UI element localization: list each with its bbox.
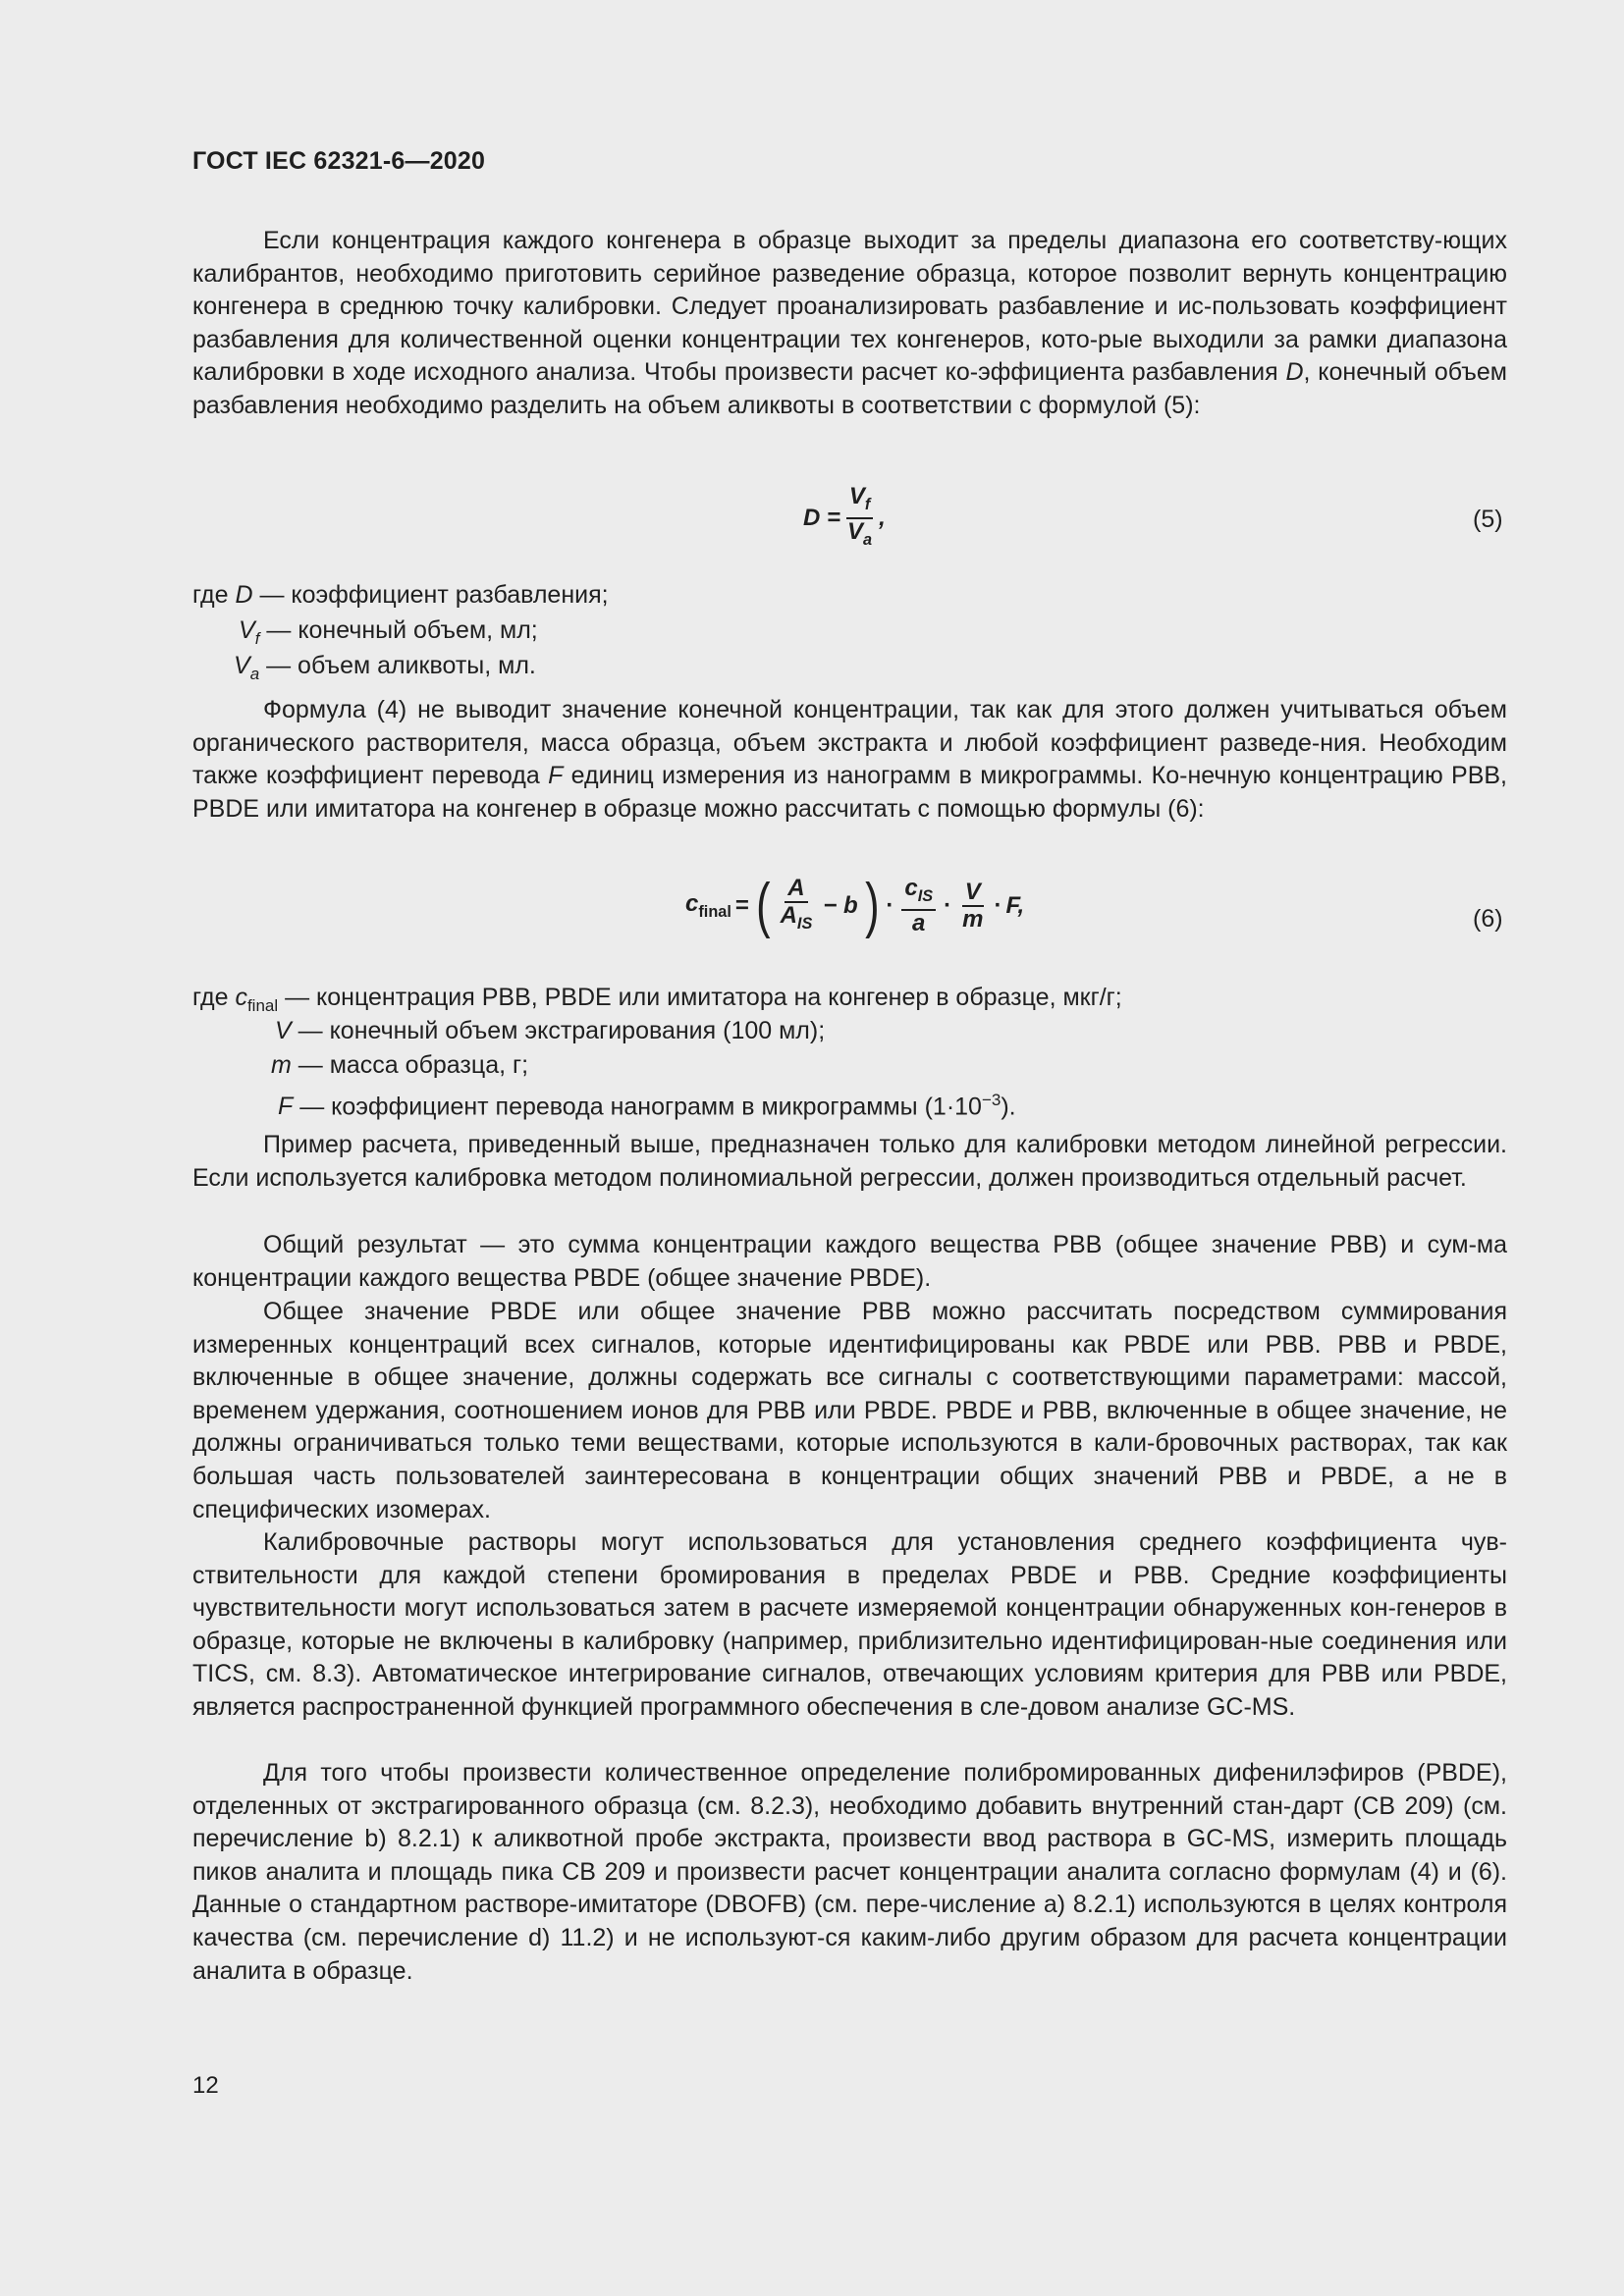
formula-lhs: [685, 890, 731, 922]
formula-fraction-1: [778, 877, 816, 935]
frac-denominator: m: [962, 906, 984, 933]
definition-text-end: ).: [1001, 1093, 1016, 1121]
definition-text: — коэффициент разбавления;: [252, 581, 609, 609]
symbol-sub: final: [246, 996, 279, 1015]
definition-text: — коэффициент перевода нанограмм в микрограммы (1·10: [293, 1093, 982, 1121]
definition-row: [234, 650, 1510, 690]
formula-lhs: D =: [803, 504, 841, 531]
formula-tail: ,: [879, 504, 886, 531]
paragraph-calibration-solutions: Калибровочные растворы могут использоваться для установления среднего коэффициента чув-ствительности для каждой степени бромирования в пределах PBDE и PBB. Средние коэффициенты чувствительности могут использоваться затем в расчете измеряемой концентрации обнаруженных кон-генеров в образце, которые не включены в калибровку (например, приблизительно идентифицирован-ные соединения или TICS, см. 8.3). Автоматическое интегрирование сигналов, отвечающих условиям критерия для PBB или PBDE, является распространенной функцией программного обеспечения в сле-довом анализе GC-MS.: [192, 1528, 1507, 1721]
symbol: D: [235, 581, 253, 609]
definition-row: [192, 579, 1469, 612]
symbol-sub: f: [254, 629, 260, 648]
definition-symbol: V: [275, 1017, 292, 1044]
paragraph-text: , конечный объем разбавления необходимо разделить на объем аликвоты в соответствии с формулой (5):: [192, 358, 1507, 419]
formula-fraction: [844, 485, 875, 552]
lhs-symbol: c: [685, 890, 699, 918]
paragraph-text: Формула (4) не выводит значение конечной концентрации, так как для этого должен учитываться объем органического растворителя, масса образца, объем экстракта и любой коэффициент разведе-ния. Необходим также коэффициент перевода: [192, 696, 1507, 790]
exponent: −3: [981, 1091, 1001, 1109]
formula-6: [685, 872, 1025, 939]
definition-row: [239, 614, 1515, 655]
dot-operator: ·: [944, 892, 952, 919]
page-number: 12: [192, 2072, 219, 2099]
definition-row: [275, 1015, 1551, 1047]
symbol: V: [239, 616, 255, 644]
definition-symbol: [239, 614, 259, 655]
frac-numerator: A: [785, 877, 807, 903]
formula-tail: F,: [1005, 892, 1025, 919]
frac-numerator: V: [848, 483, 865, 509]
left-paren: (: [756, 872, 771, 939]
paragraph-example: Пример расчета, приведенный выше, предназначен только для калибровки методом линейной регрессии. Если используется калибровка методом полиномиальной регрессии, должен производиться отдельный расчет.: [192, 1131, 1507, 1192]
paragraph-text: единиц измерения из нанограмм в микрограммы. Ко-нечную концентрацию PBB, PBDE или имитатора на конгенер в образце можно рассчитать с помощью формулы (6):: [192, 762, 1507, 823]
frac-denominator: a: [912, 909, 926, 936]
definition-text: — концентрация PBB, PBDE или имитатора на конгенер в образце, мкг/г;: [278, 984, 1122, 1011]
definition-symbol: [235, 579, 252, 612]
paragraph-total-value: Общее значение PBDE или общее значение PBB можно рассчитать посредством суммирования измеренных концентраций всех сигналов, которые идентифицированы как PBDE или PBB. PBB и PBDE, включенные в общее значение, должны содержать все сигналы с соответствующими параметрами: массой, временем удержания, соотношением ионов для PBB или PBDE. PBDE и PBB, включенные в общее значение, не должны ограничиваться только теми веществами, которые используются в кали-бровочных растворах, так как большая часть пользователей заинтересована в концентрации общих значений PBB и PBDE, а не в специфических изомерах.: [192, 1298, 1507, 1523]
document-header: ГОСТ IEC 62321-6—2020: [192, 147, 486, 175]
frac-denominator-sub: a: [863, 530, 873, 549]
frac-numerator-sub: IS: [917, 886, 934, 905]
definition-row: [271, 1049, 1547, 1082]
frac-denominator: A: [780, 902, 797, 930]
equals-sign: =: [734, 892, 749, 919]
definition-text: — конечный объем экстрагирования (100 мл);: [291, 1017, 826, 1044]
definition-row: [278, 1084, 1554, 1123]
frac-numerator: V: [962, 881, 984, 907]
definition-symbol: F: [278, 1093, 294, 1121]
dot-operator: ·: [886, 892, 894, 919]
frac-numerator-sub: f: [864, 495, 871, 513]
paragraph-dilution: [192, 225, 1507, 423]
symbol-sub: a: [249, 665, 260, 683]
definition-text: — масса образца, г;: [291, 1051, 529, 1079]
lhs-sub: final: [698, 902, 731, 921]
frac-numerator: c: [904, 875, 918, 902]
symbol: c: [235, 984, 247, 1011]
definition-lead: где: [192, 984, 236, 1011]
frac-denominator: V: [847, 517, 864, 545]
symbol: V: [234, 652, 250, 679]
formula-fraction-2: [901, 877, 936, 935]
minus-b: − b: [823, 892, 858, 919]
equation-number: (5): [1473, 506, 1503, 533]
formula-fraction-3: [959, 881, 986, 932]
definition-symbol: [234, 650, 259, 690]
symbol-D: D: [1285, 358, 1304, 387]
frac-denominator-sub: IS: [796, 914, 813, 933]
formula-5: [803, 485, 886, 552]
dot-operator: ·: [994, 892, 1002, 919]
right-paren: ): [864, 872, 880, 939]
paragraph-quantification: Для того чтобы произвести количественное определение полибромированных дифенилэфиров (PBDE), отделенных от экстрагированного образца (см. 8.2.3), необходимо добавить внутренний стан-дарт (CB 209) (см. перечисление b) 8.2.1) к аликвотной пробе экстракта, произвести ввод раствора в GC-MS, измерить площадь пиков аналита и площадь пика CB 209 и произвести расчет концентрации аналита согласно формулам (4) и (6). Данные о стандартном растворе-имитаторе (DBOFB) (см. пере-числение a) 8.2.1) используются в целях контроля качества (см. перечисление d) 11.2) и не используют-ся каким-либо другим образом для расчета концентрации аналита в образце.: [192, 1759, 1507, 1985]
definition-symbol: m: [271, 1051, 292, 1079]
symbol-F: F: [548, 762, 564, 790]
definition-text: — объем аликвоты, мл.: [259, 652, 536, 679]
definition-symbol: [235, 982, 278, 1022]
paragraph-total-result: Общий результат — это сумма концентрации каждого вещества PBB (общее значение PBB) и сум-ма концентрации каждого вещества PBDE (общее значение PBDE).: [192, 1231, 1507, 1292]
equation-number: (6): [1473, 905, 1503, 933]
definition-lead: где: [192, 581, 236, 609]
paragraph-text: Если концентрация каждого конгенера в образце выходит за пределы диапазона его соответству-ющих калибрантов, необходимо приготовить серийное разведение образца, которое позволит вернуть концентрацию конгенера в среднюю точку калибровки. Следует проанализировать разбавление и ис-пользовать коэффициент разбавления для количественной оценки концентрации тех конгенеров, кото-рые выходили за рамки диапазона калибровки в ходе исходного анализа. Чтобы произвести расчет ко-эффициента разбавления: [192, 227, 1507, 387]
definition-text: — конечный объем, мл;: [259, 616, 538, 644]
paragraph-final-concentration: [192, 694, 1507, 826]
